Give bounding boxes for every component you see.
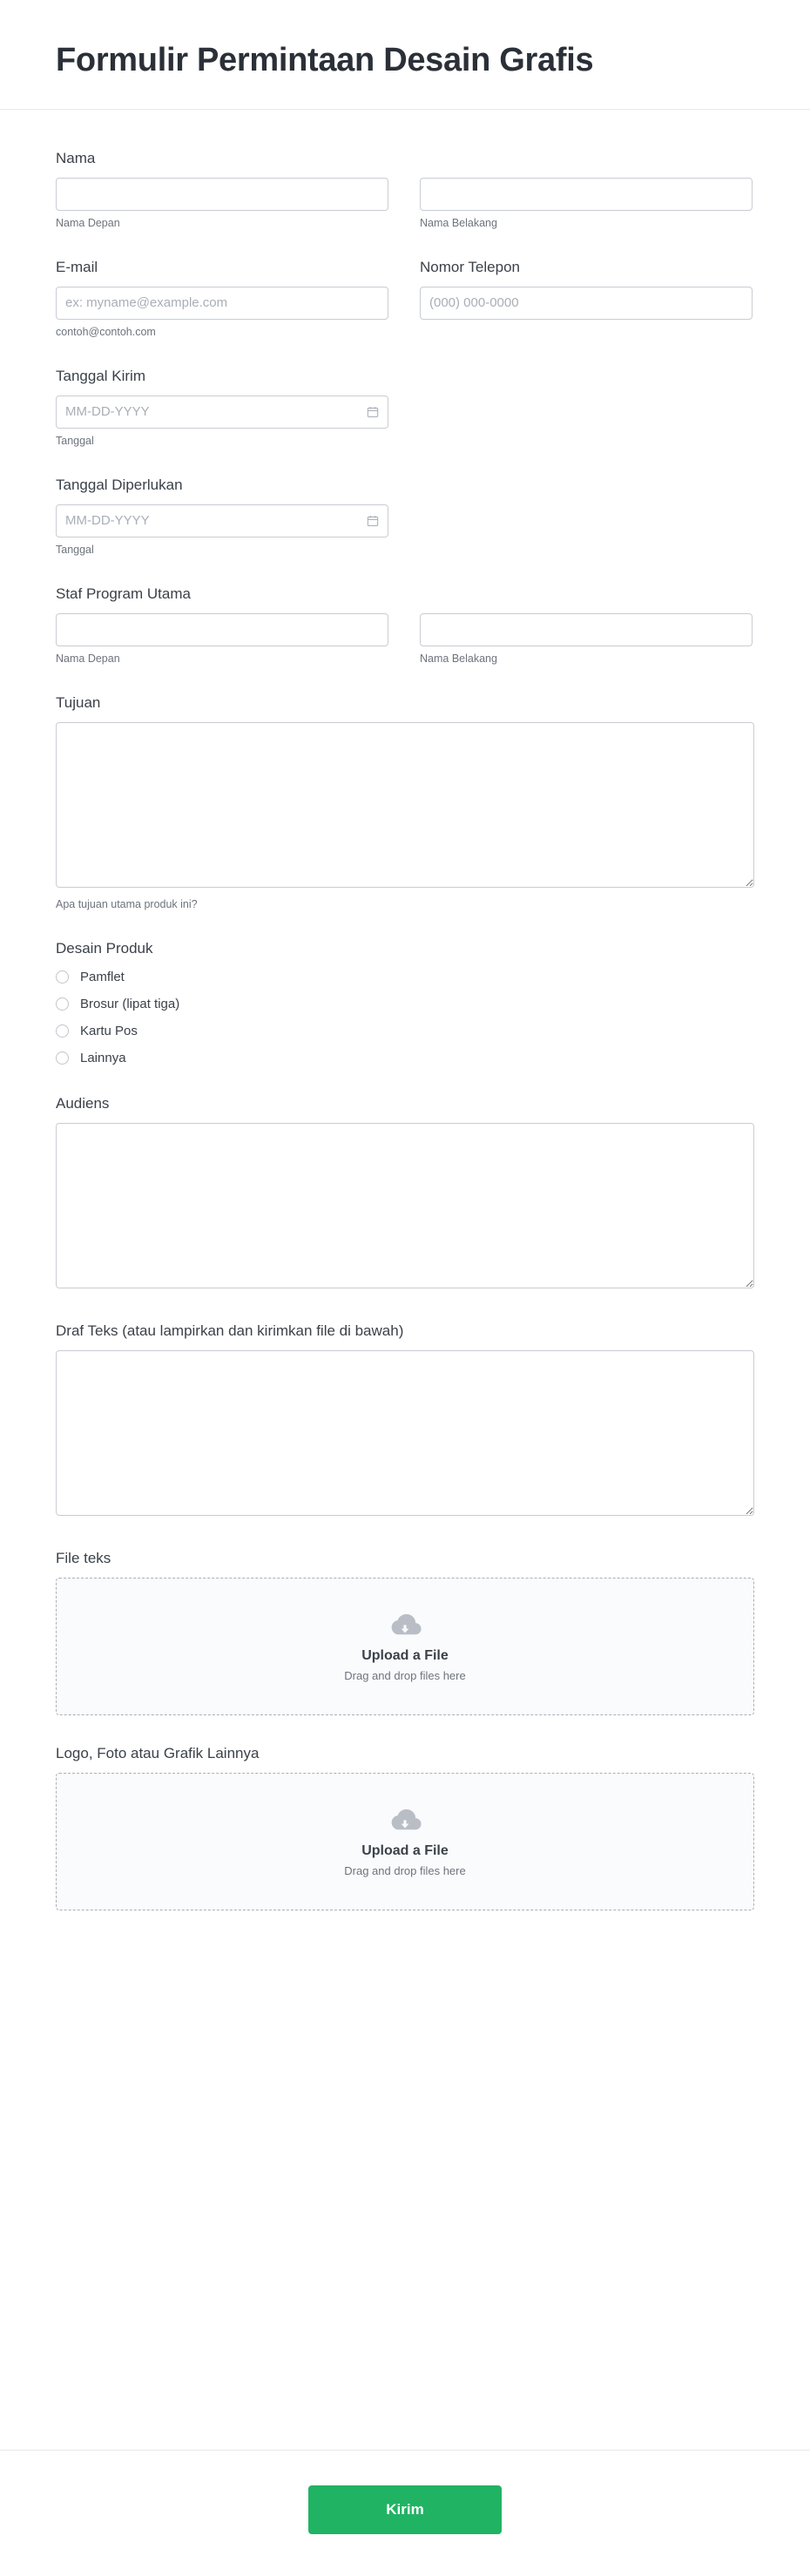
field-tanggal-kirim [56, 368, 754, 447]
field-desain-produk [56, 940, 754, 1065]
radio-icon[interactable] [56, 970, 69, 984]
field-telepon [420, 259, 753, 338]
staf-nama-belakang-sublabel: Nama Belakang [420, 652, 497, 665]
telepon-input[interactable] [420, 287, 753, 320]
file-teks-dropzone[interactable] [56, 1578, 754, 1715]
tanggal-diperlukan-sublabel: Tanggal [56, 544, 94, 556]
field-audiens [56, 1095, 754, 1293]
tanggal-kirim-input[interactable] [56, 396, 388, 429]
page-title: Formulir Permintaan Desain Grafis [56, 42, 594, 78]
desain-produk-radio-group [56, 970, 754, 1065]
file-teks-upload-title: Upload a File [361, 1647, 449, 1663]
radio-icon[interactable] [56, 1051, 69, 1065]
field-nama-label: Nama [56, 150, 96, 166]
field-logo-foto-label: Logo, Foto atau Grafik Lainnya [56, 1745, 260, 1761]
field-tujuan [56, 694, 754, 910]
field-staf-label: Staf Program Utama [56, 585, 191, 602]
radio-option-pamflet[interactable] [56, 970, 754, 984]
staf-nama-depan-sublabel: Nama Depan [56, 652, 120, 665]
tanggal-kirim-sublabel: Tanggal [56, 435, 94, 447]
field-telepon-label: Nomor Telepon [420, 259, 520, 275]
radio-icon[interactable] [56, 1024, 69, 1038]
nama-belakang-sublabel: Nama Belakang [420, 217, 497, 229]
staf-nama-belakang-input[interactable] [420, 613, 753, 646]
field-tanggal-kirim-label: Tanggal Kirim [56, 368, 145, 384]
tujuan-textarea[interactable] [56, 722, 754, 888]
field-audiens-label: Audiens [56, 1095, 110, 1112]
field-staf-first-wrap [56, 613, 388, 665]
logo-foto-upload-title: Upload a File [361, 1842, 449, 1858]
file-teks-upload-sub: Drag and drop files here [344, 1668, 466, 1682]
radio-option-label: Brosur (lipat tiga) [80, 997, 180, 1011]
radio-option-label: Lainnya [80, 1051, 126, 1065]
nama-belakang-input[interactable] [420, 178, 753, 211]
staf-nama-depan-input[interactable] [56, 613, 388, 646]
email-input[interactable] [56, 287, 388, 320]
nama-depan-sublabel: Nama Depan [56, 217, 120, 229]
form-footer [0, 2450, 810, 2576]
field-email-telepon-row [56, 259, 754, 338]
tanggal-diperlukan-input[interactable] [56, 504, 388, 538]
field-staf-last-wrap [420, 613, 753, 665]
email-sublabel: contoh@contoh.com [56, 326, 156, 338]
logo-foto-dropzone[interactable] [56, 1773, 754, 1910]
upload-cloud-icon [386, 1612, 424, 1640]
field-logo-foto [56, 1745, 754, 1910]
field-draf-teks-label: Draf Teks (atau lampirkan dan kirimkan file di bawah) [56, 1322, 404, 1339]
field-file-teks [56, 1550, 754, 1715]
radio-icon[interactable] [56, 997, 69, 1011]
nama-depan-input[interactable] [56, 178, 388, 211]
radio-option-label: Kartu Pos [80, 1024, 138, 1038]
field-nama [56, 150, 754, 229]
upload-cloud-icon [386, 1807, 424, 1835]
field-tujuan-label: Tujuan [56, 694, 101, 711]
draf-teks-textarea[interactable] [56, 1350, 754, 1516]
form-header [0, 0, 810, 110]
field-tanggal-diperlukan [56, 477, 754, 556]
radio-option-kartu-pos[interactable] [56, 1024, 754, 1038]
radio-option-lainnya[interactable] [56, 1051, 754, 1065]
field-nama-last-wrap [420, 178, 753, 229]
field-email [56, 259, 388, 338]
field-draf-teks [56, 1322, 754, 1520]
submit-button[interactable]: Kirim [308, 2485, 502, 2534]
radio-option-label: Pamflet [80, 970, 125, 984]
radio-option-brosur[interactable] [56, 997, 754, 1011]
form-body [0, 110, 810, 2450]
field-file-teks-label: File teks [56, 1550, 111, 1566]
field-email-label: E-mail [56, 259, 98, 275]
tujuan-sublabel: Apa tujuan utama produk ini? [56, 898, 198, 910]
logo-foto-upload-sub: Drag and drop files here [344, 1863, 466, 1877]
field-nama-first-wrap [56, 178, 388, 229]
field-staf [56, 585, 754, 665]
spacer [56, 1940, 754, 1947]
field-tanggal-diperlukan-label: Tanggal Diperlukan [56, 477, 183, 493]
field-desain-produk-label: Desain Produk [56, 940, 153, 957]
audiens-textarea[interactable] [56, 1123, 754, 1288]
